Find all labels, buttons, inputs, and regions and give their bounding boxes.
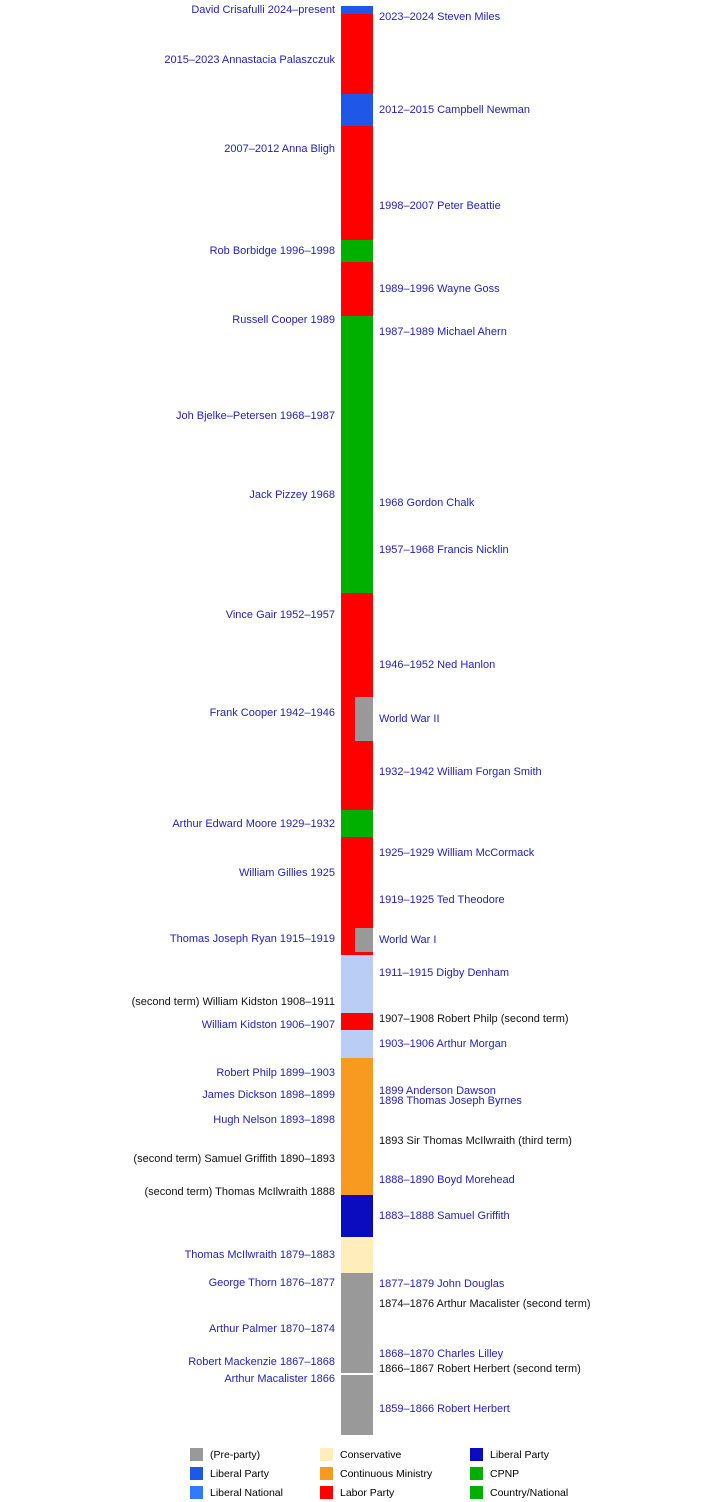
term-bar-samuel-griffith-1 (341, 1195, 373, 1237)
term-bar-annastacia-palaszczuk (341, 26, 373, 94)
term-bar-thomas-joseph-byrnes (341, 1097, 373, 1105)
term-bar-vince-gair (341, 593, 373, 637)
term-bar-robert-herbert-2 (341, 1365, 373, 1373)
term-label-ned-hanlon: 1946–1952 Ned Hanlon (379, 659, 496, 671)
legend-label-liberal-national: Liberal National (210, 1486, 283, 1499)
legend-swatch-country-national (470, 1486, 483, 1499)
war-band-world-war-ii (355, 697, 373, 741)
term-label-wayne-goss: 1989–1996 Wayne Goss (379, 283, 500, 295)
term-bar-francis-nicklin (341, 507, 373, 593)
term-label-robert-philp-2: 1907–1908 Robert Philp (second term) (379, 1013, 569, 1025)
legend-swatch-liberal-party-dark (470, 1448, 483, 1461)
term-bar-william-mccormack (341, 837, 373, 869)
term-bar-campbell-newman (341, 94, 373, 126)
legend-item-cpnp (470, 1464, 568, 1483)
term-bar-anna-bligh (341, 126, 373, 172)
legend-swatch-pre-party (190, 1448, 203, 1461)
war-band-world-war-i (355, 928, 373, 952)
legend-label-liberal-party: Liberal Party (210, 1467, 269, 1480)
term-label-arthur-macalister-3: 1874–1876 Arthur Macalister (second term) (379, 1298, 591, 1310)
term-label-robert-herbert-2: 1866–1867 Robert Herbert (second term) (379, 1363, 581, 1375)
term-label-thomas-mcilwraith-2: (second term) Thomas McIlwraith 1888 (144, 1186, 335, 1198)
term-label-william-gillies: William Gillies 1925 (239, 867, 335, 879)
term-bar-robert-philp-1 (341, 1058, 373, 1087)
legend-swatch-liberal-party (190, 1467, 203, 1480)
term-label-william-mccormack: 1925–1929 William McCormack (379, 847, 535, 859)
term-bar-joh-bjelke-petersen (341, 340, 373, 491)
term-label-thomas-mcilwraith-1: Thomas McIlwraith 1879–1883 (184, 1249, 335, 1261)
term-label-rob-borbidge: Rob Borbidge 1996–1998 (209, 245, 335, 257)
legend-label-pre-party: (Pre-party) (210, 1448, 261, 1461)
legend-item-labor-party (320, 1483, 432, 1502)
term-bar-hugh-nelson (341, 1105, 373, 1135)
legend-column-0 (190, 1445, 283, 1502)
legend-label-liberal-party-dark: Liberal Party (490, 1448, 549, 1461)
term-label-boyd-morehead: 1888–1890 Boyd Morehead (379, 1174, 515, 1186)
legend-label-labor-party: Labor Party (340, 1486, 395, 1499)
term-label-francis-nicklin: 1957–1968 Francis Nicklin (379, 544, 509, 556)
term-bar-robert-herbert-1 (341, 1383, 373, 1435)
term-bar-boyd-morehead (341, 1171, 373, 1189)
term-label-arthur-macalister-2: Arthur Macalister 1866 (224, 1373, 335, 1385)
term-bar-william-kidston-1 (341, 1020, 373, 1030)
term-bar-gordon-chalk (341, 499, 373, 507)
term-label-charles-lilley: 1868–1870 Charles Lilley (379, 1348, 504, 1360)
term-label-vince-gair: Vince Gair 1952–1957 (225, 609, 335, 621)
term-label-samuel-griffith-1: 1883–1888 Samuel Griffith (379, 1210, 510, 1222)
term-label-robert-herbert-1: 1859–1866 Robert Herbert (379, 1403, 510, 1415)
legend-label-conservative: Conservative (340, 1448, 402, 1461)
term-label-digby-denham: 1911–1915 Digby Denham (379, 967, 510, 979)
term-label-david-crisafulli: David Crisafulli 2024–present (191, 4, 335, 16)
term-label-john-douglas: 1877–1879 John Douglas (379, 1278, 505, 1290)
term-label-annastacia-palaszczuk: 2015–2023 Annastacia Palaszczuk (164, 54, 335, 66)
legend-item-country-national (470, 1483, 568, 1502)
term-bar-arthur-edward-moore (341, 810, 373, 837)
term-bar-william-gillies (341, 869, 373, 877)
legend-item-liberal-party-dark (470, 1445, 568, 1464)
legend-column-1 (320, 1445, 432, 1502)
term-bar-russell-cooper (341, 316, 373, 324)
term-bar-samuel-griffith-2 (341, 1147, 373, 1171)
legend-column-2 (470, 1445, 568, 1502)
term-label-arthur-morgan: 1903–1906 Arthur Morgan (379, 1038, 507, 1050)
term-label-hugh-nelson: Hugh Nelson 1893–1898 (213, 1114, 335, 1126)
term-bar-thomas-mcilwraith-1 (341, 1237, 373, 1273)
term-bar-rob-borbidge (341, 240, 373, 262)
term-label-thomas-mcilwraith-3: 1893 Sir Thomas McIlwraith (third term) (379, 1135, 572, 1147)
term-label-anna-bligh: 2007–2012 Anna Bligh (224, 143, 335, 155)
war-label-world-war-ii: World War II (379, 713, 440, 725)
term-bar-arthur-macalister-2 (341, 1375, 373, 1383)
term-bar-wayne-goss (341, 262, 373, 316)
term-label-gordon-chalk: 1968 Gordon Chalk (379, 497, 475, 509)
term-label-robert-philp-1: Robert Philp 1899–1903 (216, 1066, 335, 1079)
term-bar-william-forgan-smith (341, 733, 373, 810)
legend-swatch-conservative (320, 1448, 333, 1461)
term-label-robert-mackenzie: Robert Mackenzie 1867–1868 (188, 1356, 335, 1368)
term-label-russell-cooper: Russell Cooper 1989 (232, 314, 335, 326)
term-label-george-thorn: George Thorn 1876–1877 (208, 1277, 335, 1289)
term-bar-william-kidston-2 (341, 991, 373, 1013)
legend-label-country-national: Country/National (490, 1486, 569, 1499)
legend-label-cpnp: CPNP (490, 1467, 520, 1480)
term-label-frank-cooper: Frank Cooper 1942–1946 (209, 707, 335, 719)
term-label-campbell-newman: 2012–2015 Campbell Newman (379, 104, 531, 116)
term-bar-arthur-palmer (341, 1313, 373, 1345)
legend-swatch-liberal-national (190, 1486, 203, 1499)
term-bar-arthur-macalister-3 (341, 1295, 373, 1313)
term-bar-michael-ahern (341, 324, 373, 340)
legend-swatch-labor-party (320, 1486, 333, 1499)
term-label-ted-theodore: 1919–1925 Ted Theodore (379, 894, 505, 906)
term-label-william-forgan-smith: 1932–1942 William Forgan Smith (379, 765, 542, 778)
term-label-james-dickson: James Dickson 1898–1899 (202, 1089, 335, 1101)
term-label-joh-bjelke-petersen: Joh Bjelke–Petersen 1968–1987 (175, 409, 335, 422)
term-label-arthur-edward-moore: Arthur Edward Moore 1929–1932 (172, 817, 335, 830)
legend-label-continuous-ministry: Continuous Ministry (340, 1467, 433, 1480)
legend-item-liberal-national (190, 1483, 283, 1502)
legend-item-liberal-party (190, 1464, 283, 1483)
legend-item-conservative (320, 1445, 432, 1464)
term-bar-peter-beattie (341, 172, 373, 240)
term-label-thomas-joseph-ryan: Thomas Joseph Ryan 1915–1919 (169, 933, 335, 945)
term-bar-thomas-mcilwraith-3 (341, 1135, 373, 1147)
term-label-arthur-palmer: Arthur Palmer 1870–1874 (209, 1323, 335, 1335)
legend-swatch-continuous-ministry (320, 1467, 333, 1480)
term-label-michael-ahern: 1987–1989 Michael Ahern (379, 326, 507, 338)
term-label-william-kidston-1: William Kidston 1906–1907 (201, 1019, 335, 1031)
legend-swatch-cpnp (470, 1467, 483, 1480)
term-label-samuel-griffith-2: (second term) Samuel Griffith 1890–1893 (133, 1153, 335, 1165)
term-label-jack-pizzey: Jack Pizzey 1968 (249, 489, 335, 501)
legend-item-pre-party (190, 1445, 283, 1464)
term-label-william-kidston-2: (second term) William Kidston 1908–1911 (131, 996, 335, 1008)
term-bar-george-thorn (341, 1277, 373, 1289)
term-bar-arthur-morgan (341, 1030, 373, 1058)
term-bar-jack-pizzey (341, 491, 373, 499)
term-bar-ned-hanlon (341, 637, 373, 693)
term-label-thomas-joseph-byrnes: 1898 Thomas Joseph Byrnes (379, 1095, 522, 1107)
term-label-anderson-dawson: 1899 Anderson Dawson (379, 1085, 496, 1097)
term-bar-david-crisafulli (341, 6, 373, 14)
term-bar-ted-theodore (341, 877, 373, 923)
term-label-steven-miles: 2023–2024 Steven Miles (379, 11, 501, 23)
term-label-peter-beattie: 1998–2007 Peter Beattie (379, 200, 501, 212)
war-label-world-war-i: World War I (379, 934, 437, 946)
term-bar-digby-denham (341, 955, 373, 991)
legend-item-continuous-ministry (320, 1464, 432, 1483)
